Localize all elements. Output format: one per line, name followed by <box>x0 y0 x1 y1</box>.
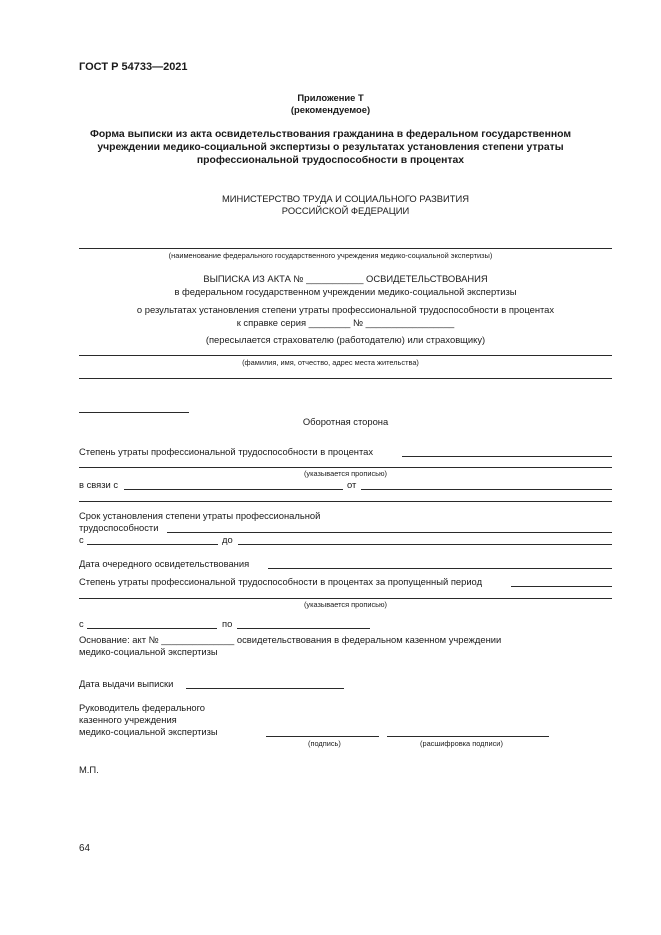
issue-date-line <box>186 688 344 689</box>
period-from-label: с <box>79 618 84 629</box>
head-label-2: казенного учреждения <box>79 714 177 725</box>
back-side-title: Оборотная сторона <box>302 416 389 427</box>
period-to-line <box>237 628 370 629</box>
term-from-label: с <box>79 534 84 545</box>
basis-line-1: Основание: акт № ______________ освидетельствования в федеральном казенном учреждении <box>79 634 502 645</box>
standard-number: ГОСТ Р 54733—2021 <box>79 61 188 73</box>
signature-line <box>266 736 379 737</box>
issue-date-label: Дата выдачи выписки <box>79 678 174 689</box>
next-exam-label: Дата очередного освидетельствования <box>79 558 250 569</box>
forwarded-note: (пересылается страхователю (работодателю) или страховщику) <box>205 334 486 345</box>
person-line <box>79 355 612 356</box>
in-connection-line-2 <box>79 501 612 502</box>
form-title-line-3: профессиональной трудоспособности в процентах <box>196 155 465 166</box>
appendix-subtitle: (рекомендуемое) <box>290 104 371 115</box>
next-exam-line <box>268 568 612 569</box>
term-label-2: трудоспособности <box>79 522 159 533</box>
missed-words-line <box>79 598 612 599</box>
in-words-caption-2: (указывается прописью) <box>303 600 388 609</box>
extract-title: ВЫПИСКА ИЗ АКТА № ___________ ОСВИДЕТЕЛЬСТВОВАНИЯ <box>203 273 488 284</box>
ministry-line-1: МИНИСТЕРСТВО ТРУДА И СОЦИАЛЬНОГО РАЗВИТИЯ <box>222 193 469 204</box>
in-connection-label: в связи с <box>79 479 119 490</box>
term-until-line <box>238 544 612 545</box>
form-title-line-2: учреждении медико-социальной экспертизы о результатах установления степени утраты <box>97 142 564 153</box>
missed-period-label: Степень утраты профессиональной трудоспособности в процентах за пропущенный период <box>79 576 483 587</box>
person-line-2 <box>79 378 612 379</box>
degree-label: Степень утраты профессиональной трудоспособности в процентах <box>79 446 374 457</box>
ministry-line-2: РОССИЙСКОЙ ФЕДЕРАЦИИ <box>281 205 410 216</box>
separator-line <box>79 412 189 413</box>
head-label-1: Руководитель федерального <box>79 702 206 713</box>
period-from-line <box>87 628 217 629</box>
signature-caption: (подпись) <box>308 739 341 748</box>
term-label-1: Срок установления степени утраты профессиональной <box>79 510 321 521</box>
decoding-caption: (расшифровка подписи) <box>420 739 503 748</box>
institution-line <box>79 248 612 249</box>
stamp-label: М.П. <box>79 764 99 775</box>
person-caption: (фамилия, имя, отчество, адрес места жительства) <box>242 358 419 367</box>
extract-institution: в федеральном государственном учреждении медико-социальной экспертизы <box>174 286 517 297</box>
appendix-title: Приложение Т <box>297 92 364 103</box>
form-title-line-1: Форма выписки из акта освидетельствования гражданина в федеральном государственном <box>89 129 572 140</box>
degree-value-line <box>402 456 612 457</box>
term-until-label: до <box>222 534 233 545</box>
head-label-3: медико-социальной экспертизы <box>79 726 218 737</box>
page-number: 64 <box>79 843 90 854</box>
term-from-line <box>87 544 218 545</box>
decoding-line <box>387 736 549 737</box>
basis-line-2: медико-социальной экспертизы <box>79 646 218 657</box>
period-to-label: по <box>222 618 233 629</box>
institution-caption: (наименование федерального государственного учреждения медико-социальной экспертизы) <box>168 251 493 260</box>
term-line <box>167 532 612 533</box>
in-words-caption-1: (указывается прописью) <box>303 469 388 478</box>
certificate-series-line: к справке серия ________ № _________________ <box>236 317 455 328</box>
result-line: о результатах установления степени утраты профессиональной трудоспособности в процентах <box>136 304 555 315</box>
in-connection-line <box>124 489 343 490</box>
from-line <box>361 489 612 490</box>
degree-words-line <box>79 467 612 468</box>
from-label: от <box>347 479 357 490</box>
missed-period-line <box>511 586 612 587</box>
